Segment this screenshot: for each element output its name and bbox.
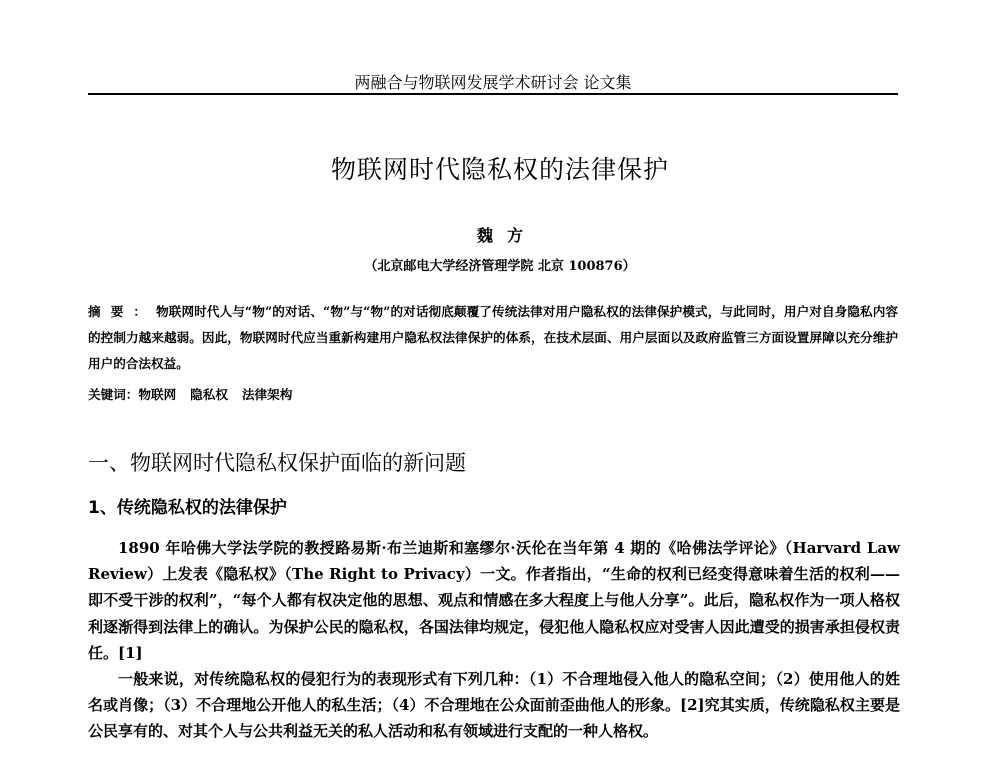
abstract [88, 299, 898, 377]
author-affiliation: （北京邮电大学经济管理学院 北京 100876） [364, 259, 636, 274]
subsection-heading: 1、传统隐私权的法律保护 [88, 498, 287, 518]
abstract-text: 物联网时代人与“物”的对话、“物”与“物”的对话彻底颠覆了传统法律对用户隐私权的法律保护模式，与此同时，用户对自身隐私内容的控制力越来越弱。因此，物联网时代应当重新构建用户隐私权法律保护的体系，在技术层面、用户层面以及政府监管三方面设置屏障以充分维护用户的合法权益。 [88, 304, 899, 371]
body-text [88, 535, 900, 745]
abstract-label: 摘要： [88, 304, 157, 319]
keyword-item: 物联网 [138, 387, 177, 402]
keyword-item: 法律架构 [241, 387, 293, 402]
running-header: 两融合与物联网发展学术研讨会 论文集 [354, 73, 632, 92]
author-name: 魏方 [476, 226, 537, 245]
body-paragraph: 一般来说，对传统隐私权的侵犯行为的表现形式有下列几种：（1）不合理地侵入他人的隐私空间；（2）使用他人的姓名或肖像；（3）不合理地公开他人的私生活；（4）不合理地在公众面前歪曲他人的形象。[2]究其实质，传统隐私权主要是公民享有的、对其个人与公共利益无关的私人活动和私有领域进行支配的一种人格权。 [88, 670, 900, 741]
header-rule [88, 93, 898, 95]
keyword-item: 隐私权 [190, 387, 228, 402]
paper-title: 物联网时代隐私权的法律保护 [330, 155, 669, 184]
keywords [88, 385, 898, 405]
section-heading: 一、物联网时代隐私权保护面临的新问题 [88, 451, 466, 475]
body-paragraph: 1890 年哈佛大学法学院的教授路易斯·布兰迪斯和塞缪尔·沃伦在当年第 4 期的《哈佛法学评论》（Harvard Law Review）上发表《隐私权》（The Right to Privacy）一文。作者指出，“生命的权利已经变得意味着生活的权利——即不受干涉的权利”，“每个人都有权决定他的思想、观点和情感在多大程度上与他人分享”。此后，隐私权作为一项人格权利逐渐得到法律上的确认。为保护公民的隐私权，各国法律均规定，侵犯他人隐私权应对受害人因此遭受的损害承担侵权责任。[1] [88, 539, 900, 662]
keywords-label: 关键词： [88, 387, 139, 402]
